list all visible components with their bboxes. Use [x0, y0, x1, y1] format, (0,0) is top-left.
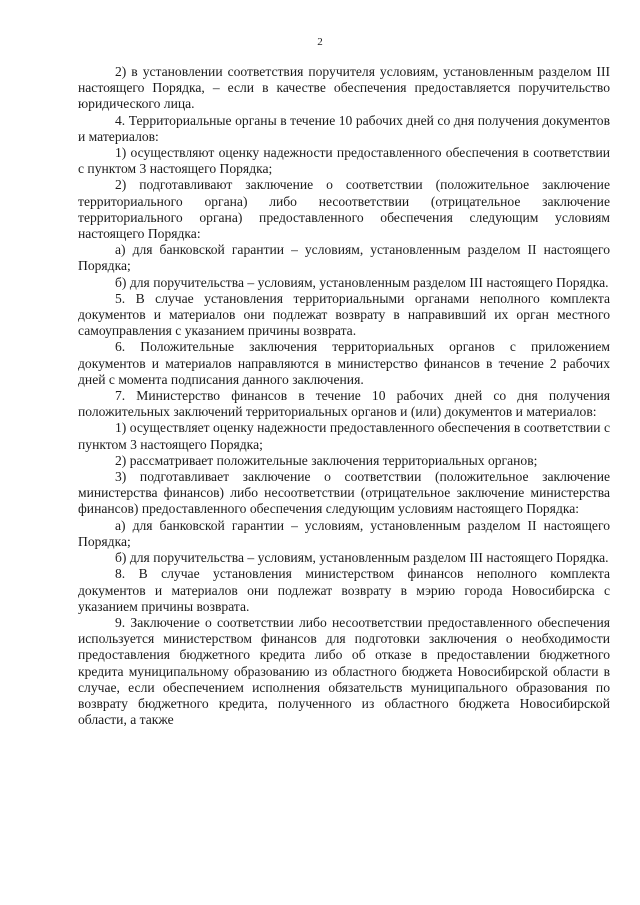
paragraph-section-7-item-1: 1) осуществляет оценку надежности предоставленного обеспечения в соответствии с пунктом 3 настоящего Порядка;: [78, 420, 610, 452]
paragraph-section-8: 8. В случае установления министерством финансов неполного комплекта документов и материалов они подлежат возврату в мэрию города Новосибирска с указанием причины возврата.: [78, 566, 610, 614]
paragraph-section-4-item-1: 1) осуществляют оценку надежности предоставленного обеспечения в соответствии с пунктом 3 настоящего Порядка;: [78, 145, 610, 177]
paragraph-section-9: 9. Заключение о соответствии либо несоответствии предоставленного обеспечения используется министерством финансов для подготовки заключения о необходимости предоставления бюджетного кредита либо об отказе в предоставлении бюджетного кредита муниципальному образованию из областного бюджета Новосибирской области в случае, если обеспечением исполнения обязательств муниципального образования по возврату бюджетного кредита, полученного из областного бюджета Новосибирской области, а также: [78, 614, 610, 728]
paragraph-section-4: 4. Территориальные органы в течение 10 рабочих дней со дня получения документов и материалов:: [78, 112, 610, 144]
page-number: 2: [317, 36, 323, 48]
paragraph-section-7-item-2: 2) рассматривает положительные заключения территориальных органов;: [115, 452, 538, 468]
document-body: [78, 64, 610, 728]
paragraph-section-7-subitem-b: б) для поручительства – условиям, установленным разделом III настоящего Порядка.: [115, 550, 609, 566]
paragraph-section-7-item-3: 3) подготавливает заключение о соответствии (положительное заключение министерства финансов) либо несоответствии (отрицательное заключение министерства финансов) предоставленного обеспечения следующим условиям настоящего Порядка:: [78, 469, 610, 517]
paragraph-item-2-section: 2) в установлении соответствия поручителя условиям, установленным разделом III настоящего Порядка, – если в качестве обеспечения предоставляется поручительство юридического лица.: [78, 64, 610, 112]
paragraph-section-6: 6. Положительные заключения территориальных органов с приложением документов и материалов направляются в министерство финансов в течение 2 рабочих дней с момента подписания данного заключения.: [78, 339, 610, 387]
paragraph-section-4-subitem-a: а) для банковской гарантии – условиям, установленным разделом II настоящего Порядка;: [78, 242, 610, 274]
paragraph-section-5: 5. В случае установления территориальными органами неполного комплекта документов и материалов они подлежат возврату в направивший их орган местного самоуправления с указанием причины возврата.: [78, 290, 610, 339]
paragraph-section-7: 7. Министерство финансов в течение 10 рабочих дней со дня получения положительных заключений территориальных органов и (или) документов и материалов:: [78, 388, 610, 420]
paragraph-section-4-item-2: 2) подготавливают заключение о соответствии (положительное заключение территориального органа) либо несоответствии (отрицательное заключение территориального органа) предоставленного обеспечения следующим условиям настоящего Порядка:: [78, 177, 610, 242]
paragraph-section-7-subitem-a: а) для банковской гарантии – условиям, установленным разделом II настоящего Порядка;: [78, 517, 610, 549]
paragraph-section-4-subitem-b: б) для поручительства – условиям, установленным разделом III настоящего Порядка.: [115, 274, 609, 290]
